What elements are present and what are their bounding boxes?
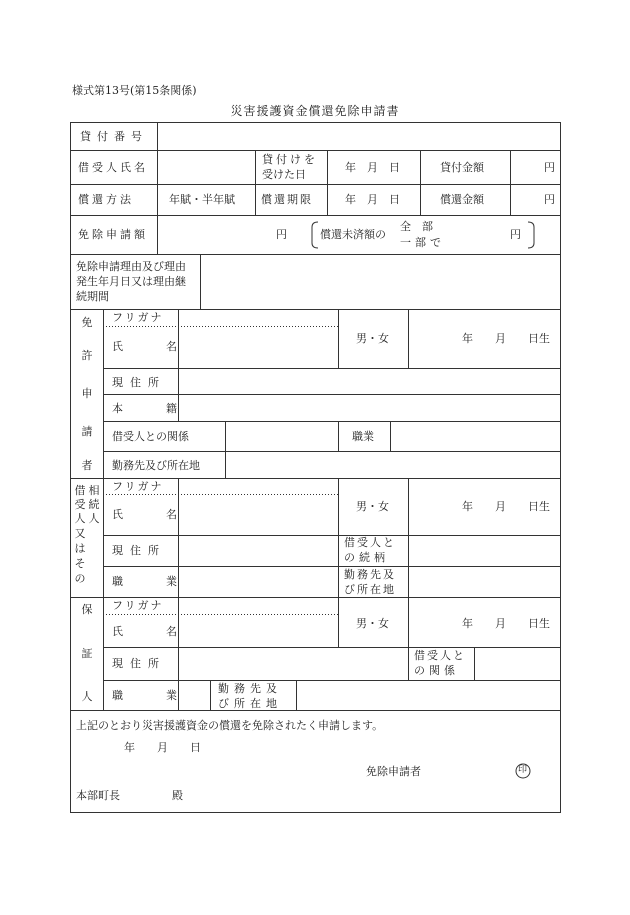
repaid-amount-label: 償還金額 [440,193,484,206]
heir-address-label: 現住所 [112,544,166,557]
loan-date-label-2: 受けた日 [262,168,306,181]
reason-label-2: 発生年月日又は理由継 [76,275,186,288]
guarantor-birth: 年 月 日生 [462,617,550,630]
guarantor-address-label: 現住所 [112,657,166,670]
heir-furigana-label: フリガナ [112,480,164,493]
applicant-occupation-label: 職業 [352,430,374,443]
loan-date-label-1: 貸付けを [262,153,318,166]
heir-occupation-label: 職 業 [112,575,193,588]
repayment-deadline-value: 年 月 日 [345,193,400,206]
applicant-address-label: 現住所 [112,376,166,389]
statement: 上記のとおり災害援護資金の償還を免除されたく申請します。 [76,719,384,732]
applicant-gender: 男・女 [356,332,389,345]
guarantor-name-label: 氏 名 [112,625,193,638]
application-date: 年 月 日 [124,741,201,754]
heir-char-10: 人 [88,512,100,525]
applicant-workplace-label: 勤務先及び所在地 [112,459,200,472]
applicant-char-3: 申 [81,387,93,400]
repayment-method-label: 償還方法 [78,193,134,206]
loan-amount-label: 貸付金額 [440,161,484,174]
guarantor-char-3: 人 [81,690,93,703]
guarantor-relation-label-2: の関係 [414,664,459,677]
loan-amount-yen: 円 [544,161,555,174]
guarantor-occupation-label: 職 業 [112,689,193,702]
applicant-char-4: 請 [81,425,93,438]
form-title: 災害援護資金償還免除申請書 [230,104,400,118]
repayment-deadline-label: 償還期限 [261,193,313,206]
form-number: 様式第13号(第15条関係) [72,84,197,97]
heir-gender: 男・女 [356,500,389,513]
applicant-furigana-label: フリガナ [112,311,164,324]
heir-birth: 年 月 日生 [462,500,550,513]
unpaid-label: 償還未済額の [320,228,386,241]
loan-date-value: 年 月 日 [345,161,400,174]
heir-char-4: 又 [74,527,86,540]
guarantor-relation-label-1: 借受人と [414,649,466,662]
heir-workplace-label-2: び所在地 [344,583,396,596]
guarantor-workplace-label-1: 勤務先及 [218,682,282,695]
heir-relation-label-1: 借受人と [344,536,396,549]
heir-char-1: 借 [74,484,86,497]
applicant-domicile-label: 本 籍 [112,402,193,415]
addressee: 本部町長 [76,789,120,802]
honorific: 殿 [172,789,183,802]
heir-char-9: 続 [88,498,100,511]
exemption-amount-label: 免除申請額 [78,228,148,241]
applicant-char-5: 者 [81,459,93,472]
heir-name-label: 氏 名 [112,508,193,521]
borrower-name-label: 借受人氏名 [78,161,148,174]
applicant-char-2: 許 [81,349,93,362]
guarantor-workplace-label-2: び所在地 [218,697,282,710]
guarantor-gender: 男・女 [356,617,389,630]
seal-mark: 印 [518,765,528,775]
heir-char-7: の [74,572,86,585]
applicant-name-label: 氏 名 [112,340,193,353]
heir-char-5: は [74,542,86,555]
heir-workplace-label-1: 勤務先及 [344,568,396,581]
guarantor-char-1: 保 [81,603,93,616]
all-label: 全 部 [400,220,433,233]
repaid-amount-yen: 円 [544,193,555,206]
heir-char-6: そ [74,557,86,570]
exemption-amount-yen: 円 [276,228,287,241]
unpaid-yen: 円 [510,228,521,241]
reason-label-1: 免除申請理由及び理由 [76,260,186,273]
applicant-signature-label: 免除申請者 [366,765,421,778]
applicant-birth: 年 月 日生 [462,332,550,345]
heir-relation-label-2: の続柄 [344,551,389,564]
guarantor-furigana-label: フリガナ [112,599,164,612]
part-label: 一部で [400,236,445,249]
applicant-relation-label: 借受人との関係 [112,430,189,443]
loan-number-label: 貸付番号 [80,130,148,143]
applicant-char-1: 免 [81,316,93,329]
heir-char-2: 受 [74,498,86,511]
reason-label-3: 続期間 [76,290,109,303]
heir-char-8: 相 [88,484,100,497]
heir-char-3: 人 [74,512,86,525]
guarantor-char-2: 証 [81,647,93,660]
repayment-method-value: 年賦・半年賦 [169,193,235,206]
